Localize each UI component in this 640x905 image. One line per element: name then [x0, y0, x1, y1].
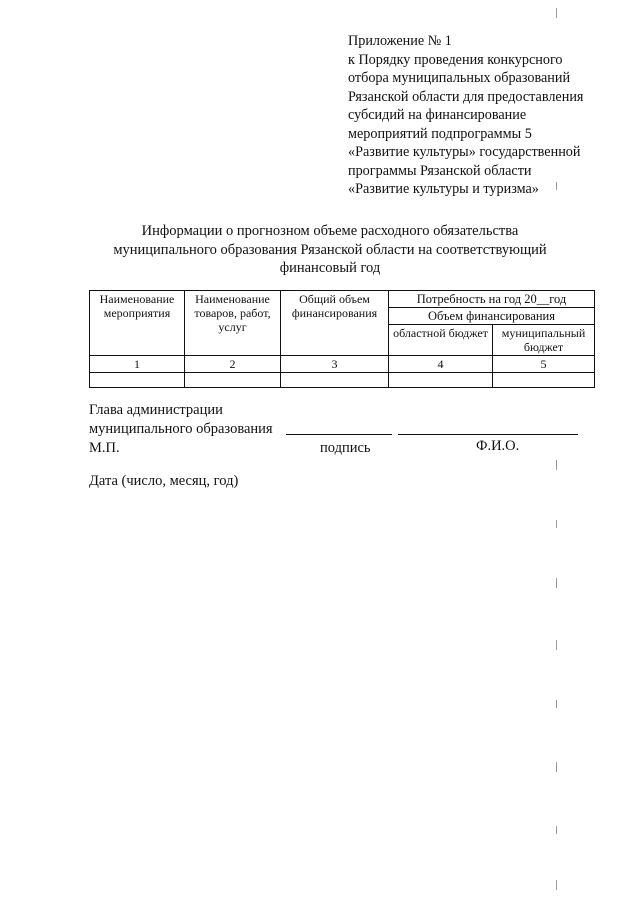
stamp-label: М.П.: [89, 440, 120, 456]
table-row: [90, 356, 595, 373]
table-cell: [281, 373, 389, 388]
appendix-line: субсидий на финансирование: [348, 107, 527, 123]
name-line: [398, 434, 578, 435]
appendix-line: мероприятий подпрограммы 5: [348, 125, 532, 142]
table-cell: [185, 373, 281, 388]
table-row: [90, 373, 595, 388]
header-volume: Объем финансирования: [389, 308, 595, 325]
title-line: муниципального образования Рязанской области на соответствующий: [113, 241, 547, 258]
appendix-line: к Порядку проведения конкурсного: [348, 51, 563, 68]
scan-mark: [556, 826, 557, 834]
appendix-line: программы Рязанской области: [348, 162, 532, 179]
header-total: Общий объем финансирования: [281, 291, 389, 356]
column-number: 4: [389, 356, 493, 373]
header-need: Потребность на год 20__год: [389, 291, 595, 308]
column-number: 5: [493, 356, 595, 373]
header-regional: областной бюджет: [389, 325, 493, 356]
appendix-line: отбора муниципальных образований: [348, 70, 571, 86]
signature-caption: подпись: [320, 440, 371, 456]
signature-line: [286, 434, 392, 435]
name-caption: Ф.И.О.: [476, 438, 520, 454]
scan-mark: [556, 640, 557, 650]
column-number: 2: [185, 356, 281, 373]
scan-mark: [556, 578, 557, 588]
info-table: [89, 290, 595, 388]
title-line: финансовый год: [279, 260, 381, 276]
document-title: [80, 222, 580, 278]
header-goods: Наименование товаров, работ, услуг: [185, 291, 281, 356]
table-cell: [389, 373, 493, 388]
column-number: 3: [281, 356, 389, 373]
appendix-line: «Развитие культуры» государственной: [348, 144, 581, 160]
scan-mark: [556, 520, 557, 528]
scan-mark: [556, 460, 557, 470]
scan-mark: [556, 762, 557, 772]
scan-mark: [556, 8, 557, 18]
table-cell: [90, 373, 185, 388]
scan-mark: [556, 182, 557, 190]
head-title-line2: муниципального образования: [89, 421, 273, 437]
head-title-line1: Глава администрации: [89, 402, 223, 418]
header-activity: Наименование мероприятия: [90, 291, 185, 356]
appendix-line: «Развитие культуры и туризма»: [348, 181, 539, 197]
title-line: Информации о прогнозном объеме расходного обязательства: [141, 223, 519, 239]
appendix-header: [348, 32, 608, 199]
table-cell: [493, 373, 595, 388]
appendix-line: Приложение № 1: [348, 33, 452, 49]
header-municipal: муниципальный бюджет: [493, 325, 595, 356]
column-number: 1: [90, 356, 185, 373]
date-label: Дата (число, месяц, год): [89, 473, 239, 489]
scan-mark: [556, 700, 557, 708]
scan-mark: [556, 880, 557, 890]
appendix-line: Рязанской области для предоставления: [348, 88, 584, 105]
